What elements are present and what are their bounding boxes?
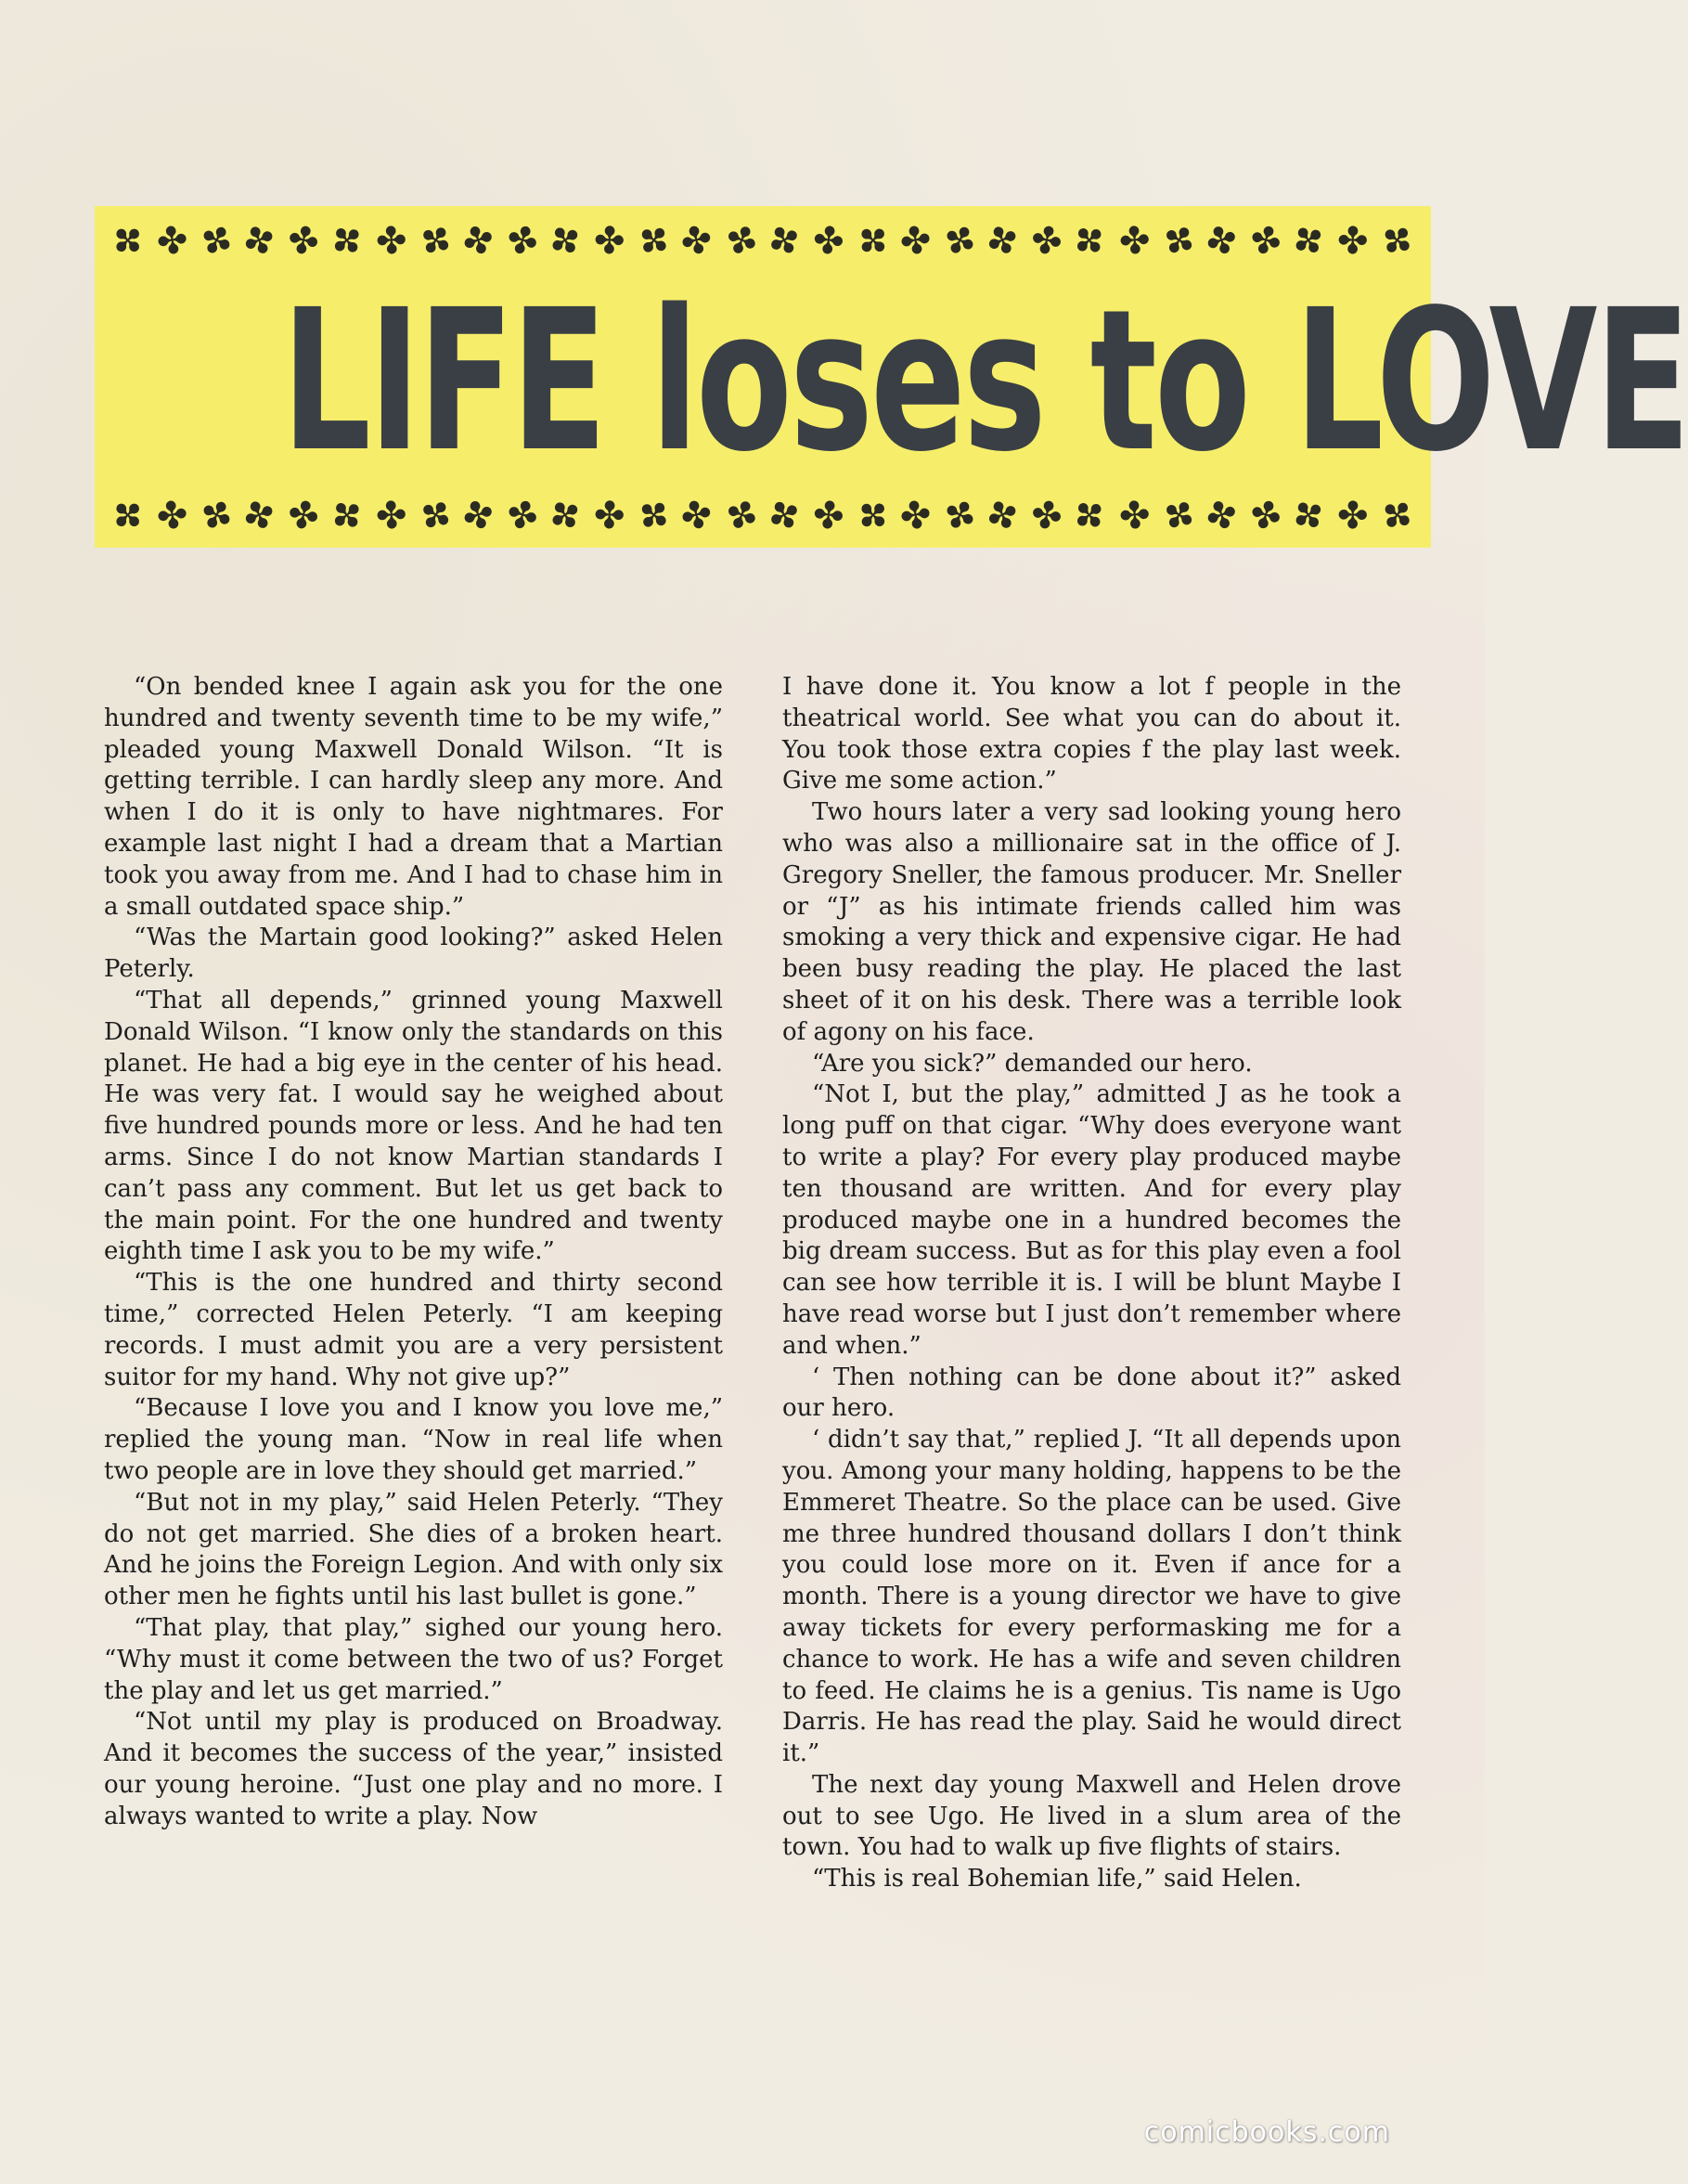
clover-ornament-icon: ✤ (896, 492, 934, 540)
clover-ornament-icon: ✤ (1026, 492, 1067, 540)
clover-ornament-icon: ✤ (283, 216, 324, 266)
clover-ornament-icon: ✤ (1153, 214, 1203, 268)
clover-ornament-icon: ✤ (154, 492, 191, 540)
clover-ornament-icon: ✤ (192, 489, 240, 543)
clover-ornament-icon: ✤ (760, 489, 809, 543)
paragraph: “This is real Bohemian life,” said Helen. (812, 1865, 1302, 1893)
clover-ornament-icon: ✤ (1243, 216, 1287, 266)
clover-ornament-icon: ✤ (540, 214, 591, 268)
clover-ornament-icon: ✤ (1371, 489, 1423, 543)
clover-ornament-icon: ✤ (935, 214, 984, 268)
clover-ornament-icon: ✤ (321, 489, 373, 543)
clover-ornament-icon: ✤ (627, 214, 679, 268)
text-column-right (782, 672, 1401, 1895)
paragraph: “On bended knee I again ask you for the one hundred and twenty seventh time to be my wife,” pleaded young Maxwell Donald Wilson. “It is getting terrible. I can hardly sleep any more. And when I do it is only to have nightmares. For example last night I had a dream that a Martian took you away from me. And I had to chase him in a small outdated space ship.” (104, 673, 723, 921)
clover-ornament-icon: ✤ (1199, 215, 1244, 267)
clover-ornament-icon: ✤ (154, 217, 191, 265)
text-column-left (104, 672, 723, 1832)
clover-ornament-icon: ✤ (676, 491, 718, 541)
clover-ornament-icon: ✤ (1371, 214, 1423, 268)
clover-ornament-icon: ✤ (935, 489, 984, 543)
story-title: LIFE loses to LOVE (281, 267, 1688, 495)
clover-ornament-icon: ✤ (717, 490, 764, 542)
clover-ornament-icon: ✤ (457, 215, 500, 267)
clover-ornament-icon: ✤ (1153, 489, 1203, 543)
clover-ornament-icon: ✤ (1064, 489, 1116, 543)
clover-ornament-icon: ✤ (374, 219, 408, 264)
clover-ornament-icon: ✤ (409, 489, 460, 543)
clover-ornament-icon: ✤ (1116, 493, 1152, 539)
clover-ornament-icon: ✤ (102, 489, 155, 543)
title-banner (95, 206, 1688, 548)
clover-ornament-icon: ✤ (845, 214, 898, 268)
clover-ornament-icon: ✤ (980, 490, 1026, 542)
clover-ornament-icon: ✤ (1199, 490, 1244, 542)
clover-border-top (102, 213, 1423, 269)
paragraph: “Are you sick?” demanded our hero. (812, 1049, 1253, 1078)
clover-ornament-icon: ✤ (1336, 494, 1369, 538)
clover-ornament-icon: ✤ (500, 215, 544, 267)
clover-ornament-icon: ✤ (896, 217, 934, 265)
paragraph: “Was the Martain good looking?” asked Helen Peterly. (104, 924, 723, 984)
clover-ornament-icon: ✤ (627, 489, 679, 543)
watermark: comicbooks.com (1143, 2116, 1390, 2149)
clover-ornament-icon: ✤ (1283, 214, 1334, 268)
clover-ornament-icon: ✤ (283, 491, 324, 541)
paragraph: Two hours later a very sad looking young hero who was also a millionaire sat in the office of J. Gregory Sneller, the famous producer. Mr. Sneller or “J” as his intimate friends called him was smoking a very thick and expensive cigar. He had been busy reading the play. He placed the last sheet of it on his desk. There was a terrible look of agony on his face. (782, 798, 1401, 1046)
clover-ornament-icon: ✤ (540, 489, 591, 543)
paragraph: “Not I, but the play,” admitted J as he took a long puff on that cigar. “Why does everyone want to write a play? For every play produced maybe ten thousand are written. And for every play produced maybe one in a hundred becomes the big dream success. But as for this play even a fool can see how terrible it is. I will be blunt Maybe I have read worse but I just don’t remember where and when.” (782, 1080, 1401, 1360)
clover-border-bottom (102, 488, 1423, 544)
clover-ornament-icon: ✤ (810, 218, 846, 265)
clover-ornament-icon: ✤ (1116, 218, 1152, 265)
paragraph: “That all depends,” grinned young Maxwell Donald Wilson. “I know only the standards on this planet. He had a big eye in the center of his head. He was very fat. I would say he weighed about five hundred pounds more or less. And he had ten arms. Since I do not know Martian standards I can’t pass any comment. But let us get back to the main point. For the one hundred and twenty eighth time I ask you to be my wife.” (104, 986, 723, 1266)
clover-ornament-icon: ✤ (457, 490, 500, 542)
paragraph: The next day young Maxwell and Helen drove out to see Ugo. He lived in a slum area of the town. You had to walk up five flights of stairs. (782, 1770, 1401, 1862)
paragraph: ‘ Then nothing can be done about it?” asked our hero. (782, 1363, 1401, 1423)
paragraph: “Because I love you and I know you love me,” replied the young man. “Now in real life when two people are in love they should get married.” (104, 1394, 723, 1485)
clover-ornament-icon: ✤ (1336, 219, 1369, 264)
clover-ornament-icon: ✤ (321, 214, 373, 268)
clover-ornament-icon: ✤ (374, 494, 408, 538)
clover-ornament-icon: ✤ (1026, 217, 1067, 265)
clover-ornament-icon: ✤ (500, 490, 544, 542)
paragraph: “That play, that play,” sighed our young hero. “Why must it come between the two of us? Forget the play and let us get married.” (104, 1613, 723, 1705)
clover-ornament-icon: ✤ (102, 214, 155, 268)
clover-ornament-icon: ✤ (593, 219, 626, 264)
clover-ornament-icon: ✤ (1243, 491, 1287, 541)
paragraph: “This is the one hundred and thirty second time,” corrected Helen Peterly. “I am keeping records. I must admit you are a very persistent suitor for my hand. Why not give up?” (104, 1269, 723, 1391)
paragraph: ‘ didn’t say that,” replied J. “It all depends upon you. Among your many holding, happens to be the Emmeret Theatre. So the place can be used. Give me three hundred thousand dollars I don’t think you could lose more on it. Even if ance for a month. There is a young director we have to give away tickets for every performasking me for a chance to work. He has a wife and seven children to feed. He claims he is a genius. Tis name is Ugo Darris. He has read the play. Said he would direct it.” (782, 1426, 1401, 1768)
paragraph: “Not until my play is produced on Broadway. And it becomes the success of the year,” insisted our young heroine. “Just one play and no more. I always wanted to write a play. Now (104, 1708, 723, 1830)
clover-ornament-icon: ✤ (409, 214, 460, 268)
clover-ornament-icon: ✤ (676, 216, 718, 266)
clover-ornament-icon: ✤ (237, 215, 283, 267)
clover-ornament-icon: ✤ (980, 215, 1026, 267)
clover-ornament-icon: ✤ (593, 494, 626, 538)
paragraph: I have done it. You know a lot f people in the theatrical world. See what you can do about it. You took those extra copies f the play last week. Give me some action.” (782, 673, 1401, 795)
clover-ornament-icon: ✤ (845, 489, 898, 543)
clover-ornament-icon: ✤ (810, 493, 846, 539)
clover-ornament-icon: ✤ (192, 214, 240, 268)
clover-ornament-icon: ✤ (237, 490, 283, 542)
paragraph: “But not in my play,” said Helen Peterly. “They do not get married. She dies of a broken heart. And he joins the Foreign Legion. And with only six other men he fights until his last bullet is gone.” (104, 1488, 723, 1611)
clover-ornament-icon: ✤ (717, 215, 764, 267)
clover-ornament-icon: ✤ (1283, 489, 1334, 543)
clover-ornament-icon: ✤ (1064, 214, 1116, 268)
clover-ornament-icon: ✤ (760, 214, 809, 268)
